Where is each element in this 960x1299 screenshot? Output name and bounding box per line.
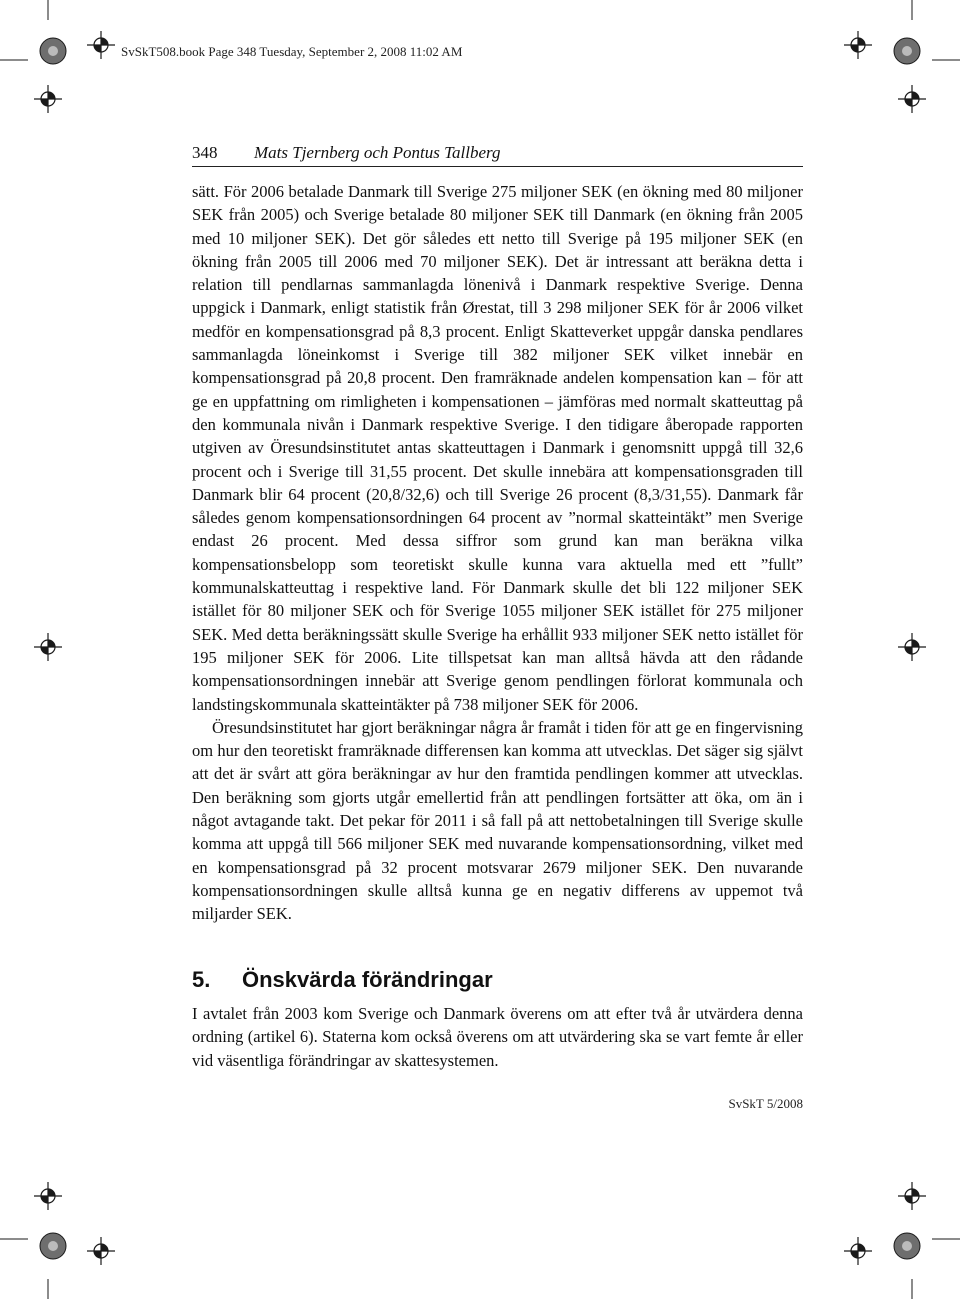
paragraph-2: Öresundsinstitutet har gjort beräkningar några år framåt i tiden för att ge en fingervisning om hur den teoretiskt framräknade differensen kan komma att utvecklas. Det säger sig självt att det är svårt att göra beräkningar av hur den framtida pendlingen kommer att utvecklas. Den beräkning som gjorts utgår emellertid från att pendlingen fortsätter att öka, om än i något avtagande takt. Det pekar för 2011 i så fall på att nettobetalningen till Sverige skulle komma att uppgå till 566 miljoner SEK med nuvarande kompensationsordning, vilket med en kompensationsgrad på 32 procent motsvarar 2679 miljoner SEK. Den nuvarande kompensationsordningen skulle alltså kunna ge en negativ differens av uppemot två miljarder SEK. [192,717,803,924]
section-paragraph: I avtalet från 2003 kom Sverige och Danmark överens om att efter två år utvärdera denna ordning (artikel 6). Staterna kom också överens om att utvärdering ska se vart femte år eller vid väsentliga förändringar av skattesystemen. [192,1004,803,1070]
running-head-authors: Mats Tjernberg och Pontus Tallberg [254,143,501,162]
slug-line: SvSkT508.book Page 348 Tuesday, September 2, 2008 11:02 AM [121,44,463,59]
page-number: 348 [192,143,218,162]
section-title: Önskvärda förändringar [242,967,493,992]
section-number: 5. [192,967,211,992]
paragraph-1: sätt. För 2006 betalade Danmark till Sverige 275 miljoner SEK (en ökning med 80 miljoner SEK från 2005) och Sverige betalade 80 miljoner SEK till Danmark (en ökning från 2005 med 10 miljoner SEK). Det gör således ett netto till Sverige på 195 miljoner SEK (en ökning från 2005 till 2006 med 70 miljoner SEK). Det är intressant att beräkna detta i relation till pendlarnas sammanlagda lönenivå i Danmark respektive Sverige. Denna uppgick i Danmark, enligt statistik från Ørestat, till 3 298 miljoner SEK för år 2006 vilket medför en kompensationsgrad på 8,3 procent. Enligt Skatteverket uppgår danska pendlares sammanlagda löneinkomst i Sverige till 382 miljoner SEK vilket innebär en kompensationsgrad på 20,8 procent. Den framräknade andelen kompensation kan – för att ge en uppfattning om rimligheten i kompensationen – jämföras med normalt skatteuttag på den kommunala nivån i Danmark respektive Sverige. I den tidigare åberopade rapporten utgiven av Öresundsinstitutet antas skatteuttagen i Danmark i genomsnitt uppgå till 32,6 procent och i Sverige till 31,55 procent. Det skulle innebära att kompensationsgraden till Danmark blir 64 procent (20,8/32,6) och till Sverige 26 procent (8,3/31,55). Danmark får således genom kompensationsordningen 64 procent av ”normal skatteintäkt” men Sverige endast 26 procent. Med dessa siffror som grund kan man beräkna vilka kompensationsbelopp som teoretiskt skulle kunna vara aktuella med ett ”fullt” kommunalskatteuttag i respektive land. För Danmark skulle det bli 122 miljoner SEK istället för 80 miljoner SEK och för Sverige 1055 miljoner SEK istället för 275 miljoner SEK. Med detta beräkningssätt skulle Sverige ha erhållit 933 miljoner SEK netto istället för 195 miljoner SEK för 2006. Lite tillspetsat kan man alltså hävda att den rådande kompensationsordningen innebär att Sverige genom pendlingen förlorat kommunala och landstingskommunala skatteintäkter på 738 miljoner SEK för 2006. [192,182,803,714]
journal-footer: SvSkT 5/2008 [728,1096,803,1111]
